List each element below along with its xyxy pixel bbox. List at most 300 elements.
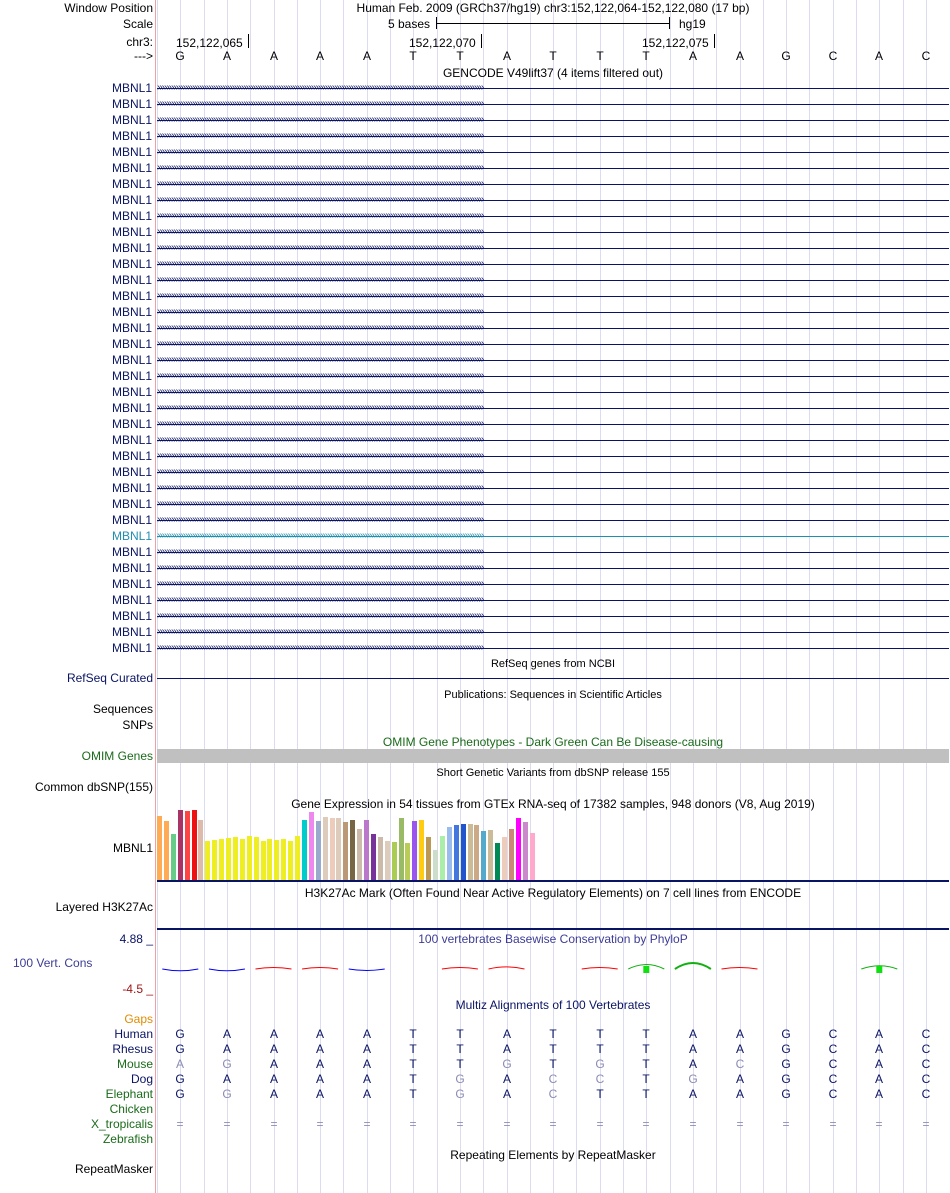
gencode-strand-arrows: ›››››››››››››››››››››››››››››››››››››››››››››››››››››››››››››››››››››››››››››››››››››››››››››››››››››››››››››››››››››››››››››››››››››››››››› [157,483,484,493]
gencode-transcript-label[interactable]: MBNL1 [111,193,152,207]
gencode-strand-arrows: ›››››››››››››››››››››››››››››››››››››››››››››››››››››››››››››››››››››››››››››››››››››››››››››››››››››››››››››››››››››››››››››››››››››››››››› [157,83,484,93]
multiz-aligned-base: C [828,1027,838,1041]
strand-label: ---> [134,49,153,63]
multiz-aligned-base: = [503,1117,511,1131]
gencode-transcript-label[interactable]: MBNL1 [111,161,152,175]
multiz-species-label[interactable]: Rhesus [112,1042,153,1056]
gtex-tissue-bar[interactable] [302,820,307,880]
gtex-tissue-bar[interactable] [212,840,217,880]
gtex-tissue-bar[interactable] [343,822,348,880]
multiz-aligned-base: A [269,1087,278,1101]
reference-base: T [409,49,417,63]
gencode-strand-arrows: ›››››››››››››››››››››››››››››››››››››››››››››››››››››››››››››››››››››››››››››››››››››››››››››››››››››››››››››››››››››››››››››››››››››››››››› [157,323,484,333]
gencode-transcript-label[interactable]: MBNL1 [111,81,152,95]
multiz-aligned-base: A [688,1027,697,1041]
multiz-aligned-base: A [874,1027,883,1041]
gtex-tissue-bar[interactable] [502,837,507,880]
multiz-aligned-base: A [269,1072,278,1086]
phylop-track-title[interactable]: 100 vertebrates Basewise Conservation by PhyloP [418,932,688,946]
gtex-tissue-bar[interactable] [178,810,183,880]
multiz-aligned-base: A [874,1057,883,1071]
gtex-tissue-bar[interactable] [468,824,473,880]
dbsnp-track-label[interactable]: Common dbSNP(155) [34,780,153,794]
reference-base: C [828,49,838,63]
multiz-aligned-base: = [596,1117,604,1131]
phylop-score-mark [256,968,292,970]
gtex-tissue-bar[interactable] [364,820,369,880]
multiz-aligned-base: A [269,1027,278,1041]
gtex-tissue-bar[interactable] [433,850,438,880]
phylop-score-mark [302,968,338,970]
multiz-aligned-base: G [781,1072,791,1086]
track-label-divider [155,0,156,1193]
gencode-strand-arrows: ›››››››››››››››››››››››››››››››››››››››››››››››››››››››››››››››››››››››››››››››››››››››››››››››››››››››››››››››››››››››››››››››››››››››››››› [157,99,484,109]
gencode-track-title[interactable]: GENCODE V49lift37 (4 items filtered out) [442,66,664,80]
gtex-tissue-bar[interactable] [440,836,445,880]
gencode-strand-arrows: ›››››››››››››››››››››››››››››››››››››››››››››››››››››››››››››››››››››››››››››››››››››››››››››››››››››››››››››››››››››››››››››››››››››››››››› [157,275,484,285]
gtex-tissue-bar[interactable] [426,837,431,880]
gencode-transcript-label[interactable]: MBNL1 [111,577,152,591]
gencode-strand-arrows: ›››››››››››››››››››››››››››››››››››››››››››››››››››››››››››››››››››››››››››››››››››››››››››››››››››››››››››››››››››››››››››››››››››››››››››› [157,371,484,381]
multiz-aligned-base: = [316,1117,324,1131]
multiz-species-label[interactable]: X_tropicalis [90,1117,153,1131]
multiz-aligned-base: G [175,1087,185,1101]
multiz-aligned-base: T [596,1087,604,1101]
multiz-aligned-base: = [782,1117,790,1131]
gtex-tissue-bar[interactable] [247,836,252,880]
gtex-tissue-bar[interactable] [378,837,383,880]
multiz-aligned-base: = [736,1117,744,1131]
phylop-score-mark [675,963,711,969]
gencode-transcript-label[interactable]: MBNL1 [111,545,152,559]
gtex-tissue-bar[interactable] [399,818,404,880]
h3k27ac-track-title[interactable]: H3K27Ac Mark (Often Found Near Active Regulatory Elements) on 7 cell lines from ENCODE [304,886,802,900]
gtex-tissue-bar[interactable] [240,839,245,880]
gtex-tissue-bar[interactable] [488,830,493,880]
multiz-aligned-base: = [875,1117,883,1131]
phylop-score-mark [162,969,198,971]
multiz-aligned-base: A [735,1027,744,1041]
phylop-score-mark [582,968,618,970]
gencode-strand-arrows: ›››››››››››››››››››››››››››››››››››››››››››››››››››››››››››››››››››››››››››››››››››››››››››››››››››››››››››››››››››››››››››››››››››››››››››› [157,467,484,477]
gencode-transcript-label[interactable]: MBNL1 [111,609,152,623]
gtex-tissue-bar[interactable] [495,843,500,880]
gtex-track-title[interactable]: Gene Expression in 54 tissues from GTEx RNA-seq of 17382 samples, 948 donors (V8, Aug 2019) [291,797,815,811]
gencode-transcript-label[interactable]: MBNL1 [111,305,152,319]
gtex-tissue-bar[interactable] [509,829,514,880]
multiz-aligned-base: A [362,1042,371,1056]
omim-track-title[interactable]: OMIM Gene Phenotypes - Dark Green Can Be Disease-causing [382,735,724,749]
multiz-species-label[interactable]: Zebrafish [102,1132,153,1146]
gencode-transcript-label[interactable]: MBNL1 [111,321,152,335]
multiz-aligned-base: G [781,1057,791,1071]
multiz-aligned-base: T [596,1042,604,1056]
multiz-aligned-base: T [409,1087,417,1101]
reference-base: A [502,49,511,63]
multiz-track-title[interactable]: Multiz Alignments of 100 Vertebrates [455,998,651,1012]
coord-3: 152,122,075 [642,36,709,50]
publications-sequences-label[interactable]: Sequences [92,702,153,716]
gencode-transcript-label[interactable]: MBNL1 [111,289,152,303]
reference-base: A [269,49,278,63]
gencode-transcript-label[interactable]: MBNL1 [111,497,152,511]
gtex-tissue-bar[interactable] [419,820,424,880]
multiz-aligned-base: = [549,1117,557,1131]
multiz-aligned-base: A [362,1057,371,1071]
multiz-aligned-base: A [175,1057,184,1071]
phylop-conservation-plot[interactable] [157,950,949,990]
coord-tick-3 [714,34,715,48]
multiz-aligned-base: T [456,1042,464,1056]
gtex-tissue-bar[interactable] [274,840,279,880]
gtex-tissue-bar[interactable] [192,810,197,880]
omim-track-label[interactable]: OMIM Genes [81,749,153,763]
scale-bar-right-tick [669,17,670,29]
gtex-tissue-bar[interactable] [474,825,479,880]
multiz-aligned-base: G [595,1057,605,1071]
gtex-tissue-bar[interactable] [157,816,162,880]
dbsnp-track-title[interactable]: Short Genetic Variants from dbSNP release 155 [436,767,670,779]
multiz-aligned-base: = [456,1117,464,1131]
multiz-aligned-base: A [502,1087,511,1101]
multiz-aligned-base: T [549,1057,557,1071]
multiz-aligned-base: A [874,1042,883,1056]
multiz-aligned-base: A [222,1072,231,1086]
multiz-aligned-base: G [781,1087,791,1101]
gtex-tissue-bar[interactable] [261,841,266,880]
gtex-tissue-bar[interactable] [350,820,355,880]
gtex-gene-line [157,880,949,882]
gencode-transcript-label[interactable]: MBNL1 [111,385,152,399]
gencode-transcript-label[interactable]: MBNL1 [111,433,152,447]
gencode-strand-arrows: ›››››››››››››››››››››››››››››››››››››››››››››››››››››››››››››››››››››››››››››››››››››››››››››››››››››››››››››››››››››››››››››››››››››››››››› [157,179,484,189]
omim-gene-bar[interactable] [157,749,949,763]
multiz-aligned-base: A [735,1087,744,1101]
gtex-tissue-bar[interactable] [288,841,293,880]
multiz-aligned-base: A [502,1027,511,1041]
multiz-aligned-base: T [409,1072,417,1086]
gencode-strand-arrows: ›››››››››››››››››››››››››››››››››››››››››››››››››››››››››››››››››››››››››››››››››››››››››››››››››››››››››››››››››››››››››››››››››››››››››››› [157,403,484,413]
multiz-aligned-base: = [223,1117,231,1131]
gtex-tissue-bar[interactable] [185,811,190,880]
scale-db: hg19 [679,17,706,31]
multiz-aligned-base: A [502,1042,511,1056]
h3k27ac-baseline [157,928,949,930]
multiz-aligned-base: G [455,1087,465,1101]
multiz-aligned-base: A [315,1042,324,1056]
gtex-tissue-bar[interactable] [392,842,397,880]
scale-label: Scale [122,17,153,31]
publications-snps-label[interactable]: SNPs [122,718,153,732]
window-position-text: Human Feb. 2009 (GRCh37/hg19) chr3:152,122,064-152,122,080 (17 bp) [356,1,750,15]
multiz-aligned-base: G [175,1042,185,1056]
phylop-min-label: -4.5 _ [122,982,153,996]
gencode-strand-arrows: ›››››››››››››››››››››››››››››››››››››››››››››››››››››››››››››››››››››››››››››››››››››››››››››››››››››››››››››››››››››››››››››››››››››››››››› [157,307,484,317]
gencode-strand-arrows: ›››››››››››››››››››››››››››››››››››››››››››››››››››››››››››››››››››››››››››››››››››››››››››››››››››››››››››››››››››››››››››››››››››››››››››› [157,515,484,525]
coord-1: 152,122,065 [176,36,243,50]
multiz-aligned-base: = [689,1117,697,1131]
multiz-aligned-base: T [409,1057,417,1071]
phylop-score-mark [442,968,478,970]
reference-base: A [735,49,744,63]
multiz-gaps-label: Gaps [124,1012,153,1026]
gtex-tissue-bar[interactable] [330,818,335,880]
multiz-aligned-base: = [176,1117,184,1131]
gencode-transcript-label[interactable]: MBNL1 [111,177,152,191]
gtex-tissue-bar[interactable] [226,838,231,880]
gencode-transcript-label[interactable]: MBNL1 [111,529,152,543]
multiz-aligned-base: A [688,1057,697,1071]
multiz-aligned-base: C [828,1042,838,1056]
window-position-label: Window Position [64,1,153,15]
multiz-aligned-base: A [315,1072,324,1086]
multiz-aligned-base: = [270,1117,278,1131]
multiz-aligned-base: C [548,1087,558,1101]
multiz-aligned-base: A [315,1087,324,1101]
multiz-aligned-base: T [549,1042,557,1056]
gencode-strand-arrows: ›››››››››››››››››››››››››››››››››››››››››››››››››››››››››››››››››››››››››››››››››››››››››››››››››››››››››››››››››››››››››››››››››››››››››››› [157,147,484,157]
multiz-aligned-base: G [781,1042,791,1056]
reference-base: C [921,49,931,63]
gencode-transcript-label[interactable]: MBNL1 [111,273,152,287]
gtex-tissue-bar[interactable] [309,812,314,880]
multiz-aligned-base: A [688,1087,697,1101]
phylop-score-mark [722,968,758,970]
gtex-tissue-bar[interactable] [371,834,376,880]
gtex-tissue-bar[interactable] [295,836,300,880]
reference-base: A [688,49,697,63]
multiz-aligned-base: = [642,1117,650,1131]
reference-base: A [874,49,883,63]
gtex-tissue-bar[interactable] [530,833,535,880]
multiz-aligned-base: = [829,1117,837,1131]
gencode-transcript-label[interactable]: MBNL1 [111,129,152,143]
gencode-strand-arrows: ›››››››››››››››››››››››››››››››››››››››››››››››››››››››››››››››››››››››››››››››››››››››››››››››››››››››››››››››››››››››››››››››››››››››››››› [157,547,484,557]
multiz-aligned-base: T [549,1027,557,1041]
multiz-aligned-base: A [315,1027,324,1041]
gtex-tissue-bar[interactable] [357,829,362,880]
reference-base: A [222,49,231,63]
gencode-transcript-label[interactable]: MBNL1 [111,337,152,351]
gencode-strand-arrows: ›››››››››››››››››››››››››››››››››››››››››››››››››››››››››››››››››››››››››››››››››››››››››››››››››››››››››››››››››››››››››››››››››››››››››››› [157,115,484,125]
gencode-transcript-label[interactable]: MBNL1 [111,401,152,415]
multiz-aligned-base: = [922,1117,930,1131]
multiz-aligned-base: C [828,1057,838,1071]
multiz-aligned-base: T [642,1027,650,1041]
gencode-strand-arrows: ›››››››››››››››››››››››››››››››››››››››››››››››››››››››››››››››››››››››››››››››››››››››››››››››››››››››››››››››››››››››››››››››››››››››››››› [157,419,484,429]
gencode-transcript-label[interactable]: MBNL1 [111,625,152,639]
phylop-score-mark [209,969,245,971]
reference-base: T [456,49,464,63]
gencode-transcript-label[interactable]: MBNL1 [111,641,152,655]
gtex-gene-label[interactable]: MBNL1 [112,841,153,855]
multiz-species-label[interactable]: Elephant [105,1087,153,1101]
multiz-aligned-base: A [874,1087,883,1101]
gtex-tissue-bar[interactable] [405,843,410,880]
gencode-strand-arrows: ›››››››››››››››››››››››››››››››››››››››››››››››››››››››››››››››››››››››››››››››››››››››››››››››››››››››››››››››››››››››››››››››››››››››››››› [157,291,484,301]
gencode-strand-arrows: ›››››››››››››››››››››››››››››››››››››››››››››››››››››››››››››››››››››››››››››››››››››››››››››››››››››››››››››››››››››››››››››››››››››››››››› [157,339,484,349]
gencode-strand-arrows: ›››››››››››››››››››››››››››››››››››››››››››››››››››››››››››››››››››››››››››››››››››››››››››››››››››››››››››››››››››››››››››››››››››››››››››› [157,611,484,621]
gencode-strand-arrows: ›››››››››››››››››››››››››››››››››››››››››››››››››››››››››››››››››››››››››››››››››››››››››››››››››››››››››››››››››››››››››››››››››››››››››››› [157,643,484,653]
gtex-tissue-bar[interactable] [281,839,286,880]
gtex-tissue-bar[interactable] [198,820,203,880]
multiz-species-label[interactable]: Human [114,1027,153,1041]
multiz-aligned-base: A [735,1072,744,1086]
h3k27ac-track-label[interactable]: Layered H3K27Ac [55,900,153,914]
refseq-track-title[interactable]: RefSeq genes from NCBI [490,658,616,670]
multiz-aligned-base: G [175,1072,185,1086]
gencode-transcript-label[interactable]: MBNL1 [111,417,152,431]
multiz-aligned-base: A [362,1027,371,1041]
multiz-aligned-base: T [456,1057,464,1071]
refseq-track-label[interactable]: RefSeq Curated [66,671,153,685]
multiz-aligned-base: C [595,1072,605,1086]
publications-track-title[interactable]: Publications: Sequences in Scientific Articles [444,689,662,701]
multiz-aligned-base: G [222,1057,232,1071]
gencode-transcript-label[interactable]: MBNL1 [111,465,152,479]
multiz-aligned-base: A [688,1042,697,1056]
multiz-aligned-base: T [642,1087,650,1101]
multiz-aligned-base: T [596,1027,604,1041]
multiz-aligned-base: G [222,1087,232,1101]
repeatmasker-track-label[interactable]: RepeatMasker [74,1162,153,1176]
gtex-tissue-bar[interactable] [205,841,210,880]
multiz-aligned-base: A [269,1057,278,1071]
gtex-tissue-bar[interactable] [164,821,169,880]
gencode-transcript-label[interactable]: MBNL1 [111,145,152,159]
gencode-strand-arrows: ›››››››››››››››››››››››››››››››››››››››››››››››››››››››››››››››››››››››››››››››››››››››››››››››››››››››››››››››››››››››››››››››››››››››››››› [157,563,484,573]
gencode-transcript-label[interactable]: MBNL1 [111,481,152,495]
gencode-strand-arrows: ›››››››››››››››››››››››››››››››››››››››››››››››››››››››››››››››››››››››››››››››››››››››››››››››››››››››››››››››››››››››››››››››››››››››››››› [157,387,484,397]
multiz-aligned-base: T [642,1057,650,1071]
multiz-aligned-base: T [409,1042,417,1056]
reference-base: A [315,49,324,63]
gtex-tissue-bar[interactable] [171,834,176,880]
gencode-strand-arrows: ›››››››››››››››››››››››››››››››››››››››››››››››››››››››››››››››››››››››››››››››››››››››››››››››››››››››››››››››››››››››››››››››››››››››››››› [157,531,484,541]
multiz-aligned-base: A [315,1057,324,1071]
reference-base: T [549,49,557,63]
multiz-aligned-base: = [363,1117,371,1131]
gencode-transcript-label[interactable]: MBNL1 [111,513,152,527]
multiz-aligned-base: A [502,1072,511,1086]
reference-base: G [175,49,185,63]
chrom-label: chr3: [126,35,153,49]
reference-base: T [642,49,650,63]
gencode-strand-arrows: ›››››››››››››››››››››››››››››››››››››››››››››››››››››››››››››››››››››››››››››››››››››››››››››››››››››››››››››››››››››››››››››››››››››››››››› [157,435,484,445]
gtex-tissue-bar[interactable] [219,839,224,880]
gtex-tissue-bar[interactable] [447,827,452,880]
multiz-aligned-base: T [642,1042,650,1056]
multiz-aligned-base: T [456,1027,464,1041]
gencode-strand-arrows: ›››››››››››››››››››››››››››››››››››››››››››››››››››››››››››››››››››››››››››››››››››››››››››››››››››››››››››››››››››››››››››››››››››››››››››› [157,595,484,605]
multiz-species-label[interactable]: Chicken [109,1102,153,1116]
multiz-aligned-base: = [409,1117,417,1131]
multiz-aligned-base: G [688,1072,698,1086]
repeatmasker-track-title[interactable]: Repeating Elements by RepeatMasker [450,1148,656,1162]
multiz-species-label[interactable]: Mouse [116,1057,153,1071]
gencode-transcript-label[interactable]: MBNL1 [111,561,152,575]
gencode-transcript-label[interactable]: MBNL1 [111,449,152,463]
gencode-strand-arrows: ›››››››››››››››››››››››››››››››››››››››››››››››››››››››››››››››››››››››››››››››››››››››››››››››››››››››››››››››››››››››››››››››››››››››››››› [157,227,484,237]
multiz-species-label[interactable]: Dog [130,1072,153,1086]
gencode-strand-arrows: ›››››››››››››››››››››››››››››››››››››››››››››››››››››››››››››››››››››››››››››››››››››››››››››››››››››››››››››››››››››››››››››››››››››››››››› [157,243,484,253]
gencode-transcript-label[interactable]: MBNL1 [111,369,152,383]
gencode-transcript-label[interactable]: MBNL1 [111,225,152,239]
reference-base: T [596,49,604,63]
gencode-strand-arrows: ›››››››››››››››››››››››››››››››››››››››››››››››››››››››››››››››››››››››››››››››››››››››››››››››››››››››››››››››››››››››››››››››››››››››››››› [157,211,484,221]
gencode-transcript-label[interactable]: MBNL1 [111,353,152,367]
gencode-strand-arrows: ›››››››››››››››››››››››››››››››››››››››››››››››››››››››››››››››››››››››››››››››››››››››››››››››››››››››››››››››››››››››››››››››››››››››››››› [157,163,484,173]
phylop-track-label[interactable]: 100 Vert. Cons [13,956,93,970]
gtex-tissue-bar[interactable] [316,821,321,880]
multiz-aligned-base: C [735,1057,745,1071]
multiz-aligned-base: C [921,1057,931,1071]
gtex-tissue-bar[interactable] [336,818,341,880]
gencode-transcript-label[interactable]: MBNL1 [111,97,152,111]
phylop-max-label: 4.88 _ [119,932,153,946]
gencode-transcript-label[interactable]: MBNL1 [111,209,152,223]
gtex-tissue-bar[interactable] [523,822,528,880]
multiz-aligned-base: C [921,1072,931,1086]
multiz-aligned-base: C [828,1087,838,1101]
gencode-strand-arrows: ›››››››››››››››››››››››››››››››››››››››››››››››››››››››››››››››››››››››››››››››››››››››››››››››››››››››››››››››››››››››››››››››››››››››››››› [157,195,484,205]
gencode-transcript-label[interactable]: MBNL1 [111,241,152,255]
multiz-aligned-base: G [781,1027,791,1041]
gtex-tissue-bar[interactable] [412,821,417,880]
multiz-aligned-base: A [735,1042,744,1056]
reference-base: G [781,49,791,63]
gencode-transcript-label[interactable]: MBNL1 [111,257,152,271]
multiz-aligned-base: G [175,1027,185,1041]
multiz-aligned-base: A [222,1027,231,1041]
multiz-aligned-base: A [362,1072,371,1086]
coord-2: 152,122,070 [409,36,476,50]
multiz-aligned-base: A [222,1042,231,1056]
scale-bar [436,23,670,24]
gtex-tissue-bar[interactable] [454,825,459,880]
reference-base: A [362,49,371,63]
multiz-aligned-base: A [874,1072,883,1086]
gencode-strand-arrows: ›››››››››››››››››››››››››››››››››››››››››››››››››››››››››››››››››››››››››››››››››››››››››››››››››››››››››››››››››››››››››››››››››››››››››››› [157,259,484,269]
gencode-strand-arrows: ›››››››››››››››››››››››››››››››››››››››››››››››››››››››››››››››››››››››››››››››››››››››››››››››››››››››››››››››››››››››››››››››››››››››››››› [157,451,484,461]
coord-tick-2 [481,34,482,48]
multiz-aligned-base: A [269,1042,278,1056]
multiz-aligned-base: T [409,1027,417,1041]
multiz-aligned-base: C [921,1042,931,1056]
phylop-score-mark [489,967,525,969]
gtex-tissue-bar[interactable] [461,824,466,880]
phylop-score-bar [643,966,649,973]
gencode-strand-arrows: ›››››››››››››››››››››››››››››››››››››››››››››››››››››››››››››››››››››››››››››››››››››››››››››››››››››››››››››››››››››››››››››››››››››››››››› [157,627,484,637]
refseq-gene-line[interactable] [157,678,949,679]
multiz-aligned-base: C [921,1027,931,1041]
gtex-tissue-bar[interactable] [323,817,328,880]
gencode-strand-arrows: ›››››››››››››››››››››››››››››››››››››››››››››››››››››››››››››››››››››››››››››››››››››››››››››››››››››››››››››››››››››››››››››››››››››››››››› [157,499,484,509]
gtex-tissue-bar[interactable] [254,837,259,880]
gtex-tissue-bar[interactable] [516,818,521,880]
gencode-transcript-label[interactable]: MBNL1 [111,113,152,127]
gencode-strand-arrows: ›››››››››››››››››››››››››››››››››››››››››››››››››››››››››››››››››››››››››››››››››››››››››››››››››››››››››››››››››››››››››››››››››››››››››››› [157,355,484,365]
gencode-strand-arrows: ›››››››››››››››››››››››››››››››››››››››››››››››››››››››››››››››››››››››››››››››››››››››››››››››››››››››››››››››››››››››››››››››››››››››››››› [157,131,484,141]
gtex-tissue-bar[interactable] [267,839,272,880]
multiz-aligned-base: C [921,1087,931,1101]
gencode-transcript-label[interactable]: MBNL1 [111,593,152,607]
multiz-aligned-base: C [828,1072,838,1086]
gtex-tissue-bar[interactable] [385,841,390,880]
gtex-tissue-bar[interactable] [481,831,486,880]
gtex-tissue-bar[interactable] [233,837,238,880]
gencode-strand-arrows: ›››››››››››››››››››››››››››››››››››››››››››››››››››››››››››››››››››››››››››››››››››››››››››››››››››››››››››››››››››››››››››››››››››››››››››› [157,579,484,589]
